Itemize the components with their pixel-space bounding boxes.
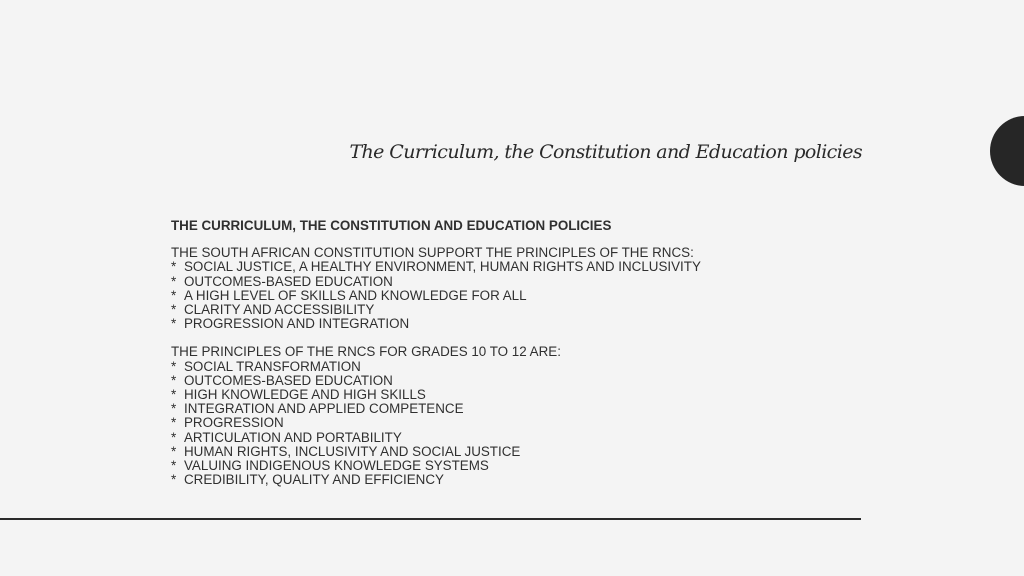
section-intro: THE SOUTH AFRICAN CONSTITUTION SUPPORT THE PRINCIPLES OF THE RNCS: — [171, 245, 694, 261]
list-item-text: PROGRESSION AND INTEGRATION — [184, 316, 410, 332]
bullet-marker: * — [171, 472, 177, 488]
bullet-marker: * — [171, 429, 177, 445]
list-item — [171, 445, 851, 459]
list-item-text: A HIGH LEVEL OF SKILLS AND KNOWLEDGE FOR ALL — [184, 287, 527, 303]
slide-title: The Curriculum, the Constitution and Education policies — [349, 141, 862, 163]
list-item-text: HIGH KNOWLEDGE AND HIGH SKILLS — [184, 387, 426, 403]
bullet-marker: * — [171, 387, 177, 403]
bullet-marker: * — [171, 458, 177, 474]
section-constitution — [171, 246, 851, 331]
bullet-marker: * — [171, 415, 177, 431]
bullet-marker: * — [171, 302, 177, 318]
list-item-text: CLARITY AND ACCESSIBILITY — [184, 302, 375, 318]
list-item — [171, 402, 851, 416]
list-item — [171, 317, 851, 331]
list-item — [171, 416, 851, 430]
bullet-marker: * — [171, 358, 177, 374]
list-item — [171, 360, 851, 374]
list-item-text: SOCIAL TRANSFORMATION — [184, 358, 361, 374]
list-item — [171, 473, 851, 487]
bottom-divider — [0, 518, 861, 520]
slide-body — [171, 219, 851, 501]
list-item-text: INTEGRATION AND APPLIED COMPETENCE — [184, 401, 464, 417]
list-item-text: SOCIAL JUSTICE, A HEALTHY ENVIRONMENT, HUMAN RIGHTS AND INCLUSIVITY — [184, 259, 701, 275]
bullet-marker: * — [171, 273, 177, 289]
list-item-text: OUTCOMES-BASED EDUCATION — [184, 372, 393, 388]
list-item-text: VALUING INDIGENOUS KNOWLEDGE SYSTEMS — [184, 458, 489, 474]
list-item — [171, 260, 851, 274]
section-intro: THE PRINCIPLES OF THE RNCS FOR GRADES 10 TO 12 ARE: — [171, 344, 561, 360]
bullet-marker: * — [171, 401, 177, 417]
list-item — [171, 388, 851, 402]
bullet-marker: * — [171, 443, 177, 459]
bullet-marker: * — [171, 287, 177, 303]
list-item — [171, 459, 851, 473]
bullet-marker: * — [171, 316, 177, 332]
list-item-text: CREDIBILITY, QUALITY AND EFFICIENCY — [184, 472, 444, 488]
list-item — [171, 289, 851, 303]
list-item — [171, 431, 851, 445]
body-heading: THE CURRICULUM, THE CONSTITUTION AND EDUCATION POLICIES — [171, 218, 612, 233]
list-item-text: HUMAN RIGHTS, INCLUSIVITY AND SOCIAL JUSTICE — [184, 443, 521, 459]
list-item — [171, 374, 851, 388]
list-item — [171, 303, 851, 317]
list-item-text: OUTCOMES-BASED EDUCATION — [184, 273, 393, 289]
list-item-text: PROGRESSION — [184, 415, 284, 431]
list-item-text: ARTICULATION AND PORTABILITY — [184, 429, 402, 445]
section-rncs-principles — [171, 345, 851, 487]
decorative-circle — [990, 116, 1024, 186]
list-item — [171, 275, 851, 289]
bullet-marker: * — [171, 372, 177, 388]
bullet-list — [171, 360, 851, 488]
bullet-list — [171, 260, 851, 331]
bullet-marker: * — [171, 259, 177, 275]
